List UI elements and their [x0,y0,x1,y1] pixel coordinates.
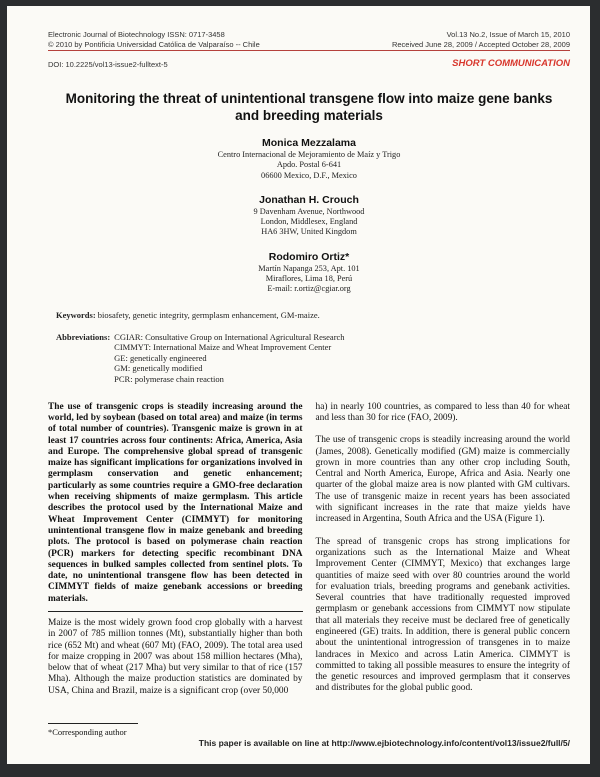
keywords-text: biosafety, genetic integrity, germplasm enhancement, GM-maize. [95,309,320,320]
abbreviation-item: GE: genetically engineered [114,352,207,363]
header-red-rule [48,50,570,51]
journal-name-line: Electronic Journal of Biotechnology ISSN: 0717-3458 [48,30,225,39]
abbreviations-label: Abbreviations: [56,331,111,342]
author-name: Monica Mezzalama [262,137,356,149]
author-block-3 [48,251,570,295]
left-column [48,402,303,739]
abbreviation-item: PCR: polymerase chain reaction [114,374,224,385]
author-name: Rodomiro Ortiz* [268,250,350,263]
availability-footer: This paper is available on line at http://www.ejbiotechnology.info/content/vol13/issue2/full/5/ [198,738,570,749]
page-title: Monitoring the threat of unintentional transgene flow into maize gene banks and breeding materials [65,91,553,123]
abbreviations-block [48,332,570,385]
author-affiliation-line: Centro Internacional de Mejoramiento de Maíz y Trigo [217,150,401,159]
body-paragraph: Maize is the most widely grown food crop globally with a harvest in 2007 of 785 million tonnes (Mt), substantially higher than both rice (652 Mt) and wheat (607 Mt) (FAO, 2009). The total area used for maize cropping in 2007 was about 158 million hectares (Mha), below that of wheat (217 Mha) but very similar to that of rice (157 Mha). Although the maize production statistics are dominated by USA, China and Brazil, maize is a significant crop (over 50,000 [48,617,303,696]
author-affiliation-line: London, Middlesex, England [260,217,358,227]
abstract-paragraph: The use of transgenic crops is steadily increasing around the world, led by soybean (based on total area) and maize (in terms of total number of countries). Transgenic maize is grown in at least 17 countries across four continents: Africa, America, Asia and Europe. The comprehensive global spread of transgenic maize has significant implications for organizations involved in germplasm conservation and genetic enhancement; particularly as some countries require a GMO-free declaration when receiving shipments of maize germplasm. This article describes the protocol used by the International Maize and Wheat Improvement Center (CIMMYT) for monitoring unintentional transgene flow in maize genebank and breeding plots. The protocol is based on polymerase chain reaction (PCR) markers for detecting specific recombinant DNA sequences in bulked samples collected from sentinel plots. To date, no unintentional transgene flow has been detected in CIMMYT fields of maize genebank accessions or breeding materials. [48,401,303,604]
keywords-row [48,310,570,320]
body-columns [48,402,570,739]
author-affiliation-line: 06600 Mexico, D.F., Mexico [261,170,357,180]
right-column [316,402,571,739]
article-type-label: SHORT COMMUNICATION [452,58,570,69]
body-paragraph: ha) in nearly 100 countries, as compared to less than 40 for wheat and less than 30 for rice (FAO, 2009). [315,401,570,423]
journal-header [48,30,570,49]
body-paragraph: The spread of transgenic crops has strong implications for organizations such as the International Maize and Wheat Improvement Center (CIMMYT, Mexico) that exchanges large quantities of maize seed with over 80 countries around the world for evaluation trials, breeding programs and genebank activities. Several countries that have traditionally requested improved germplasm or genebank accessions from CIMMYT now stipulate that all materials they receive must be declared free of genetically engineered (GE) traits. In addition, there is general public concern about the unintentional introgression of transgenes in to maize landraces in Mexico and across Latin America. CIMMYT is committed to taking all possible measures to ensure the integrity of the genetic resources and improved germplasm that it conserves and distributes for the global public good. [315,536,570,694]
keywords-label: Keywords: [56,309,96,320]
abstract-divider-rule [48,611,303,612]
doi-row [48,58,570,69]
author-block-1 [48,137,570,181]
abbreviation-item: CIMMYT: International Maize and Wheat Improvement Center [114,342,332,353]
abbreviations-list [114,332,344,385]
body-paragraph: The use of transgenic crops is steadily increasing around the world (James, 2008). Genetically modified (GM) maize is commercially grown in more countries than any other crop including South, Central and North America, Europe, Africa and Asia. Nearly one quarter of the global maize area is now planted with GM cultivars. The use of transgenic maize in recent years has been associated with significant increases in the rate that maize yields have increased in Argentina, South Africa and the USA (Figure 1). [315,435,570,525]
author-email-line: E-mail: r.ortiz@cgiar.org [267,284,351,294]
abbreviation-item: CGIAR: Consultative Group on International Agricultural Research [114,331,345,342]
footnote-rule [48,723,138,724]
paper-page [7,6,590,764]
journal-header-left [48,30,260,49]
copyright-line: © 2010 by Pontificia Universidad Católica de Valparaíso -- Chile [48,39,260,49]
author-affiliation-line: 9 Davenham Avenue, Northwood [253,206,365,216]
journal-header-right [392,30,570,49]
abbreviation-item: GM: genetically modified [114,363,203,374]
author-name: Jonathan H. Crouch [259,193,359,206]
author-affiliation-line: Martín Napanga 253, Apt. 101 [258,263,360,273]
author-affiliation-line: HA6 3HW, United Kingdom [261,227,357,237]
volume-line: Vol.13 No.2, Issue of March 15, 2010 [446,30,570,39]
corresponding-author-footnote: *Corresponding author [48,727,127,738]
author-affiliation-line: Miraflores, Lima 18, Perú [265,274,353,284]
received-accepted-line: Received June 28, 2009 / Accepted October 28, 2009 [391,39,570,49]
author-affiliation-line: Apdo. Postal 6-641 [276,160,342,170]
author-block-2 [48,194,570,238]
doi-text: DOI: 10.2225/vol13-issue2-fulltext-5 [48,60,168,69]
